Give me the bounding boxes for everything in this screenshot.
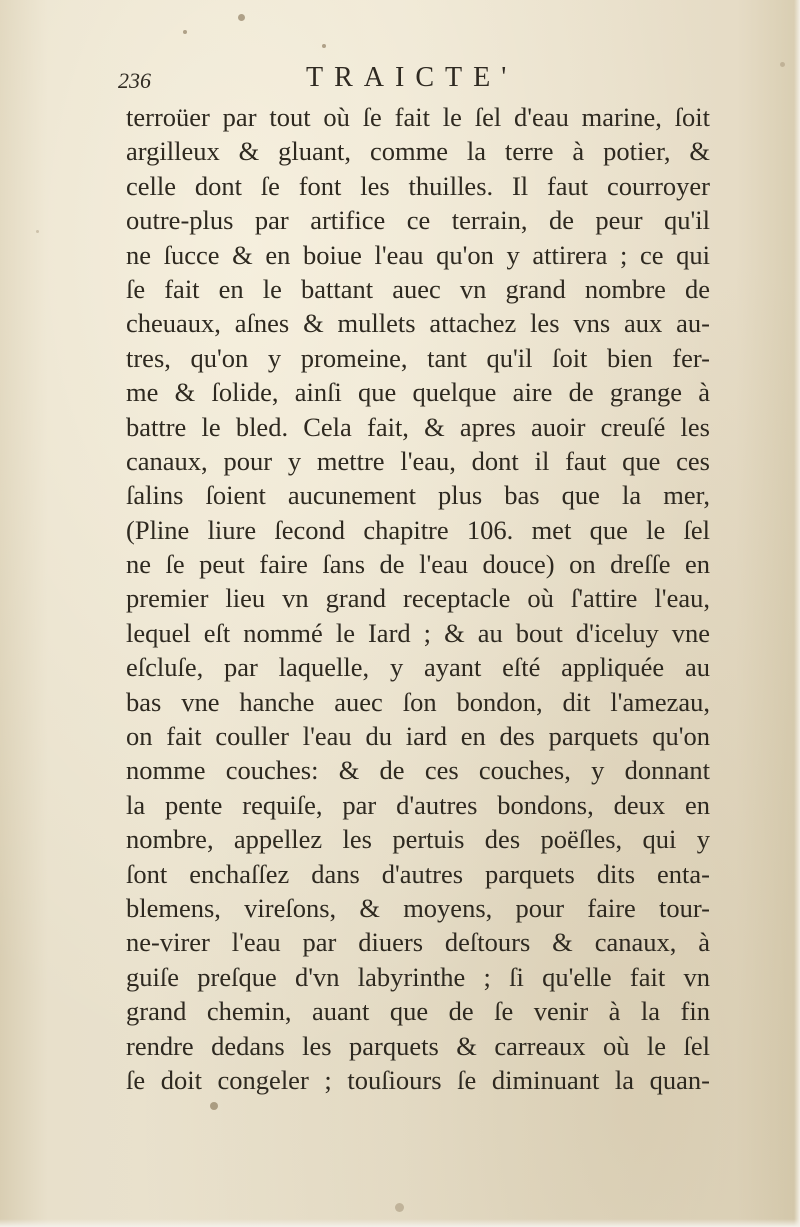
text-line: eſcluſe, par laquelle, y ayant eſté appliquée au bbox=[126, 652, 710, 683]
body-text bbox=[126, 100, 710, 1097]
text-line: terroüer par tout où ſe fait le ſel d'eau marine, ſoit bbox=[126, 102, 710, 132]
text-line: canaux, pour y mettre l'eau, dont il faut que ces bbox=[126, 445, 710, 476]
text-line: ſe fait en le battant auec vn grand nombre de bbox=[126, 273, 710, 304]
ink-spot bbox=[395, 1203, 404, 1212]
text-line: on fait couller l'eau du iard en des parquets qu'on bbox=[126, 721, 710, 752]
ink-spot bbox=[780, 62, 785, 67]
text-line: blemens, vireſons, & moyens, pour faire tour- bbox=[126, 892, 710, 923]
text-line: grand chemin, auant que de ſe venir à la fin bbox=[126, 996, 710, 1027]
text-line: ne-virer l'eau par diuers deſtours & canaux, à bbox=[126, 927, 710, 958]
page-number: 236 bbox=[118, 68, 151, 93]
running-head: TRAICTE' bbox=[306, 62, 518, 93]
ink-spot bbox=[183, 30, 187, 34]
text-line: argilleux & gluant, comme la terre à potier, & bbox=[126, 136, 710, 167]
text-line: ſont enchaſſez dans d'autres parquets dits enta- bbox=[126, 858, 710, 889]
text-line: lequel eſt nommé le Iard ; & au bout d'iceluy vne bbox=[126, 617, 710, 648]
text-line: ne ſucce & en boiue l'eau qu'on y attirera ; ce qui bbox=[126, 239, 710, 270]
text-line: tres, qu'on y promeine, tant qu'il ſoit bien fer- bbox=[126, 342, 710, 373]
text-line: (Pline liure ſecond chapitre 106. met que le ſel bbox=[126, 514, 710, 545]
text-line: la pente requiſe, par d'autres bondons, deux en bbox=[126, 789, 710, 820]
text-line: guiſe preſque d'vn labyrinthe ; ſi qu'elle fait vn bbox=[126, 961, 710, 992]
text-line: bas vne hanche auec ſon bondon, dit l'amezau, bbox=[126, 686, 710, 717]
ink-spot bbox=[210, 1102, 218, 1110]
ink-spot bbox=[238, 14, 245, 21]
text-line: outre-plus par artifice ce terrain, de peur qu'il bbox=[126, 205, 710, 236]
text-line: me & ſolide, ainſi que quelque aire de grange à bbox=[126, 377, 710, 408]
text-line: celle dont ſe font les thuilles. Il faut courroyer bbox=[126, 170, 710, 201]
ink-spot bbox=[322, 44, 326, 48]
ink-spot bbox=[36, 230, 39, 233]
page-edge bbox=[794, 0, 800, 1227]
page-header bbox=[118, 62, 718, 96]
text-line: rendre dedans les parquets & carreaux où le ſel bbox=[126, 1030, 710, 1061]
page-edge bbox=[0, 1219, 800, 1227]
text-line: premier lieu vn grand receptacle où ſ'attire l'eau, bbox=[126, 583, 710, 614]
text-line: nomme couches: & de ces couches, y donnant bbox=[126, 755, 710, 786]
text-line: ſalins ſoient aucunement plus bas que la mer, bbox=[126, 480, 710, 511]
text-line: cheuaux, aſnes & mullets attachez les vns aux au- bbox=[126, 308, 710, 339]
text-line: ne ſe peut faire ſans de l'eau douce) on dreſſe en bbox=[126, 549, 710, 580]
text-line: ſe doit congeler ; touſiours ſe diminuant la quan- bbox=[126, 1064, 710, 1095]
text-line: battre le bled. Cela fait, & apres auoir creuſé les bbox=[126, 411, 710, 442]
text-line: nombre, appellez les pertuis des poëſles, qui y bbox=[126, 824, 710, 855]
